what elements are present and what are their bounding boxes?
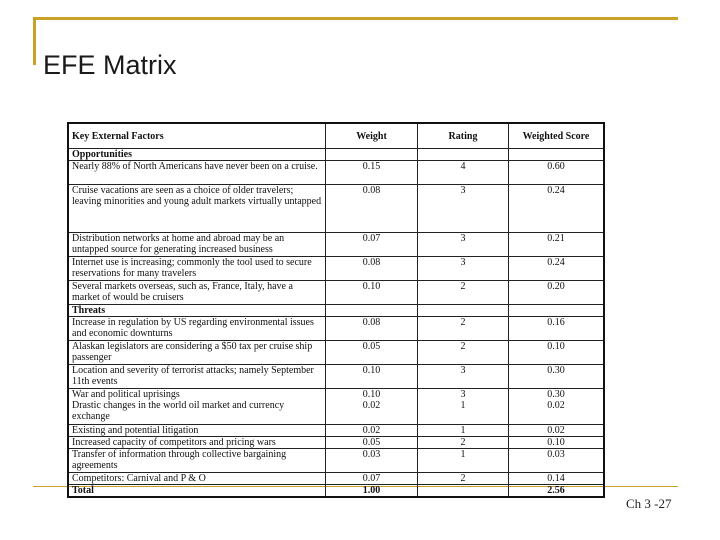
score-cell: 0.03 [509,449,605,473]
rating-cell: 3 [418,185,509,233]
table-row [68,161,604,185]
factor-text: Drastic changes in the world oil market and currency exchange [72,400,285,422]
table-row [68,257,604,281]
score-cell: 0.21 [509,233,605,257]
score-cell: 0.10 [509,341,605,365]
factor-cell: Alaskan legislators are considering a $50 tax per cruise ship passenger [68,341,326,365]
score-cell: 0.20 [509,281,605,305]
weight-cell: 0.08 [326,317,418,341]
rating-cell: 2 [418,281,509,305]
table-row [68,437,604,449]
table-row [68,365,604,389]
factor-cell: Location and severity of terrorist attacks; namely September 11th events [68,365,326,389]
factor-cell: Transfer of information through collective bargaining agreements [68,449,326,473]
rating-cell: 2 [418,317,509,341]
weight-value: 0.10 [362,389,381,400]
weight-cell: 0.08 [326,257,418,281]
table-row [68,449,604,473]
section-row-threats [68,305,604,317]
weight-cell: 0.07 [326,473,418,485]
rating-value: 1 [460,400,466,411]
rating-value: 3 [460,389,466,400]
rating-cell: 2 [418,437,509,449]
score-cell: 0.02 [509,425,605,437]
table-row [68,389,604,425]
efe-matrix-table [67,122,605,498]
header-weighted-score: Weighted Score [509,123,605,149]
factor-cell: Competitors: Carnival and P & O [68,473,326,485]
slide-title: EFE Matrix [43,50,177,80]
factor-cell: Existing and potential litigation [68,425,326,437]
table-header-row [68,123,604,149]
factor-cell: Distribution networks at home and abroad may be an untapped source for generating increased business [68,233,326,257]
rating-cell: 4 [418,161,509,185]
rating-cell: 3 [418,257,509,281]
score-cell [509,389,605,425]
header-weight: Weight [326,123,418,149]
factor-cell: Cruise vacations are seen as a choice of older travelers; leaving minorities and young adult markets virtually untapped [68,185,326,233]
score-cell: 0.24 [509,185,605,233]
table-row [68,473,604,485]
table-row [68,185,604,233]
weight-value: 0.02 [362,400,381,411]
rating-cell [418,389,509,425]
section-label-threats: Threats [68,305,326,317]
rating-cell: 1 [418,449,509,473]
table-row [68,233,604,257]
table-row [68,317,604,341]
weight-cell: 0.03 [326,449,418,473]
left-accent-line [33,17,36,65]
slide-page-number: Ch 3 -27 [626,496,672,511]
weight-cell: 0.05 [326,437,418,449]
weight-cell: 0.10 [326,281,418,305]
total-rating [418,485,509,498]
table-row [68,341,604,365]
weight-cell: 0.02 [326,425,418,437]
rating-cell: 3 [418,365,509,389]
weight-cell: 0.07 [326,233,418,257]
factor-cell: Several markets overseas, such as, France, Italy, have a market of would be cruisers [68,281,326,305]
score-cell: 0.24 [509,257,605,281]
weight-cell: 0.05 [326,341,418,365]
score-cell: 0.60 [509,161,605,185]
score-value: 0.02 [547,400,565,411]
score-cell: 0.14 [509,473,605,485]
total-label: Total [68,485,326,498]
top-accent-line [33,17,678,20]
total-row [68,485,604,498]
total-score: 2.56 [509,485,605,498]
factor-text: War and political uprisings [72,389,180,400]
header-rating: Rating [418,123,509,149]
header-key-external-factors: Key External Factors [68,123,326,149]
section-label-opportunities: Opportunities [68,149,326,161]
rating-cell: 1 [418,425,509,437]
factor-cell: Increase in regulation by US regarding environmental issues and economic downturns [68,317,326,341]
score-cell: 0.16 [509,317,605,341]
weight-cell: 0.15 [326,161,418,185]
section-row-opportunities [68,149,604,161]
factor-cell [68,389,326,425]
table-row [68,425,604,437]
rating-cell: 2 [418,473,509,485]
factor-cell: Internet use is increasing; commonly the tool used to secure reservations for many travelers [68,257,326,281]
total-weight: 1.00 [326,485,418,498]
factor-cell: Nearly 88% of North Americans have never been on a cruise. [68,161,326,185]
rating-cell: 2 [418,341,509,365]
score-cell: 0.30 [509,365,605,389]
table-row [68,281,604,305]
score-value: 0.30 [547,389,565,400]
weight-cell: 0.10 [326,365,418,389]
weight-cell [326,389,418,425]
rating-cell: 3 [418,233,509,257]
weight-cell: 0.08 [326,185,418,233]
factor-cell: Increased capacity of competitors and pricing wars [68,437,326,449]
score-cell: 0.10 [509,437,605,449]
